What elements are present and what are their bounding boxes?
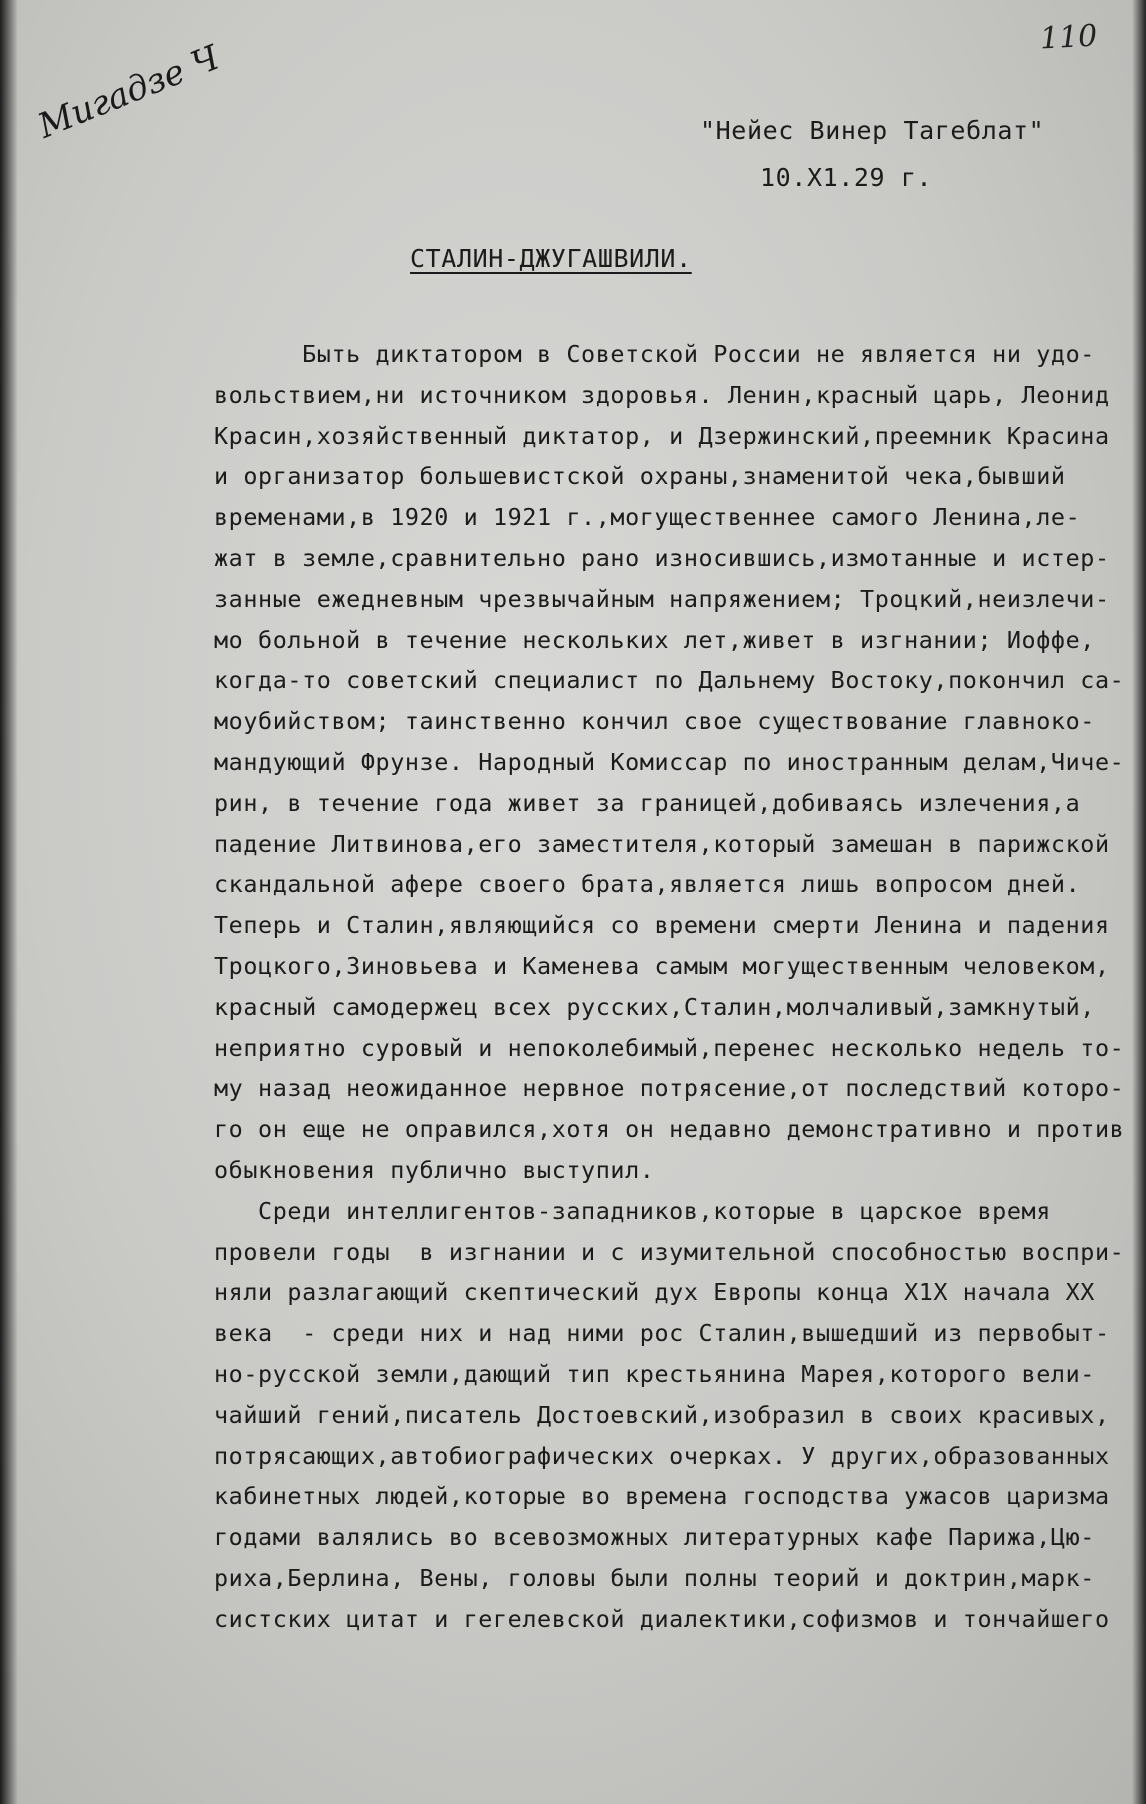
- text-line: рин, в течение года живет за границей,добиваясь излечения,а: [214, 788, 1081, 817]
- handwritten-annotation: Мигадзе Ч: [32, 37, 226, 147]
- text-line: провели годы в изгнании и с изумительной способностью воспри-: [214, 1237, 1125, 1266]
- page-number: 110: [1039, 18, 1099, 57]
- text-line: моубийством; таинственно кончил свое существование главноко-: [214, 707, 1095, 736]
- text-line: скандальной афере своего брата,является лишь вопросом дней.: [214, 870, 1081, 899]
- text-line: вольствием,ни источником здоровья. Ленин,красный царь, Леонид: [214, 380, 1110, 409]
- text-line: систских цитат и гегелевской диалектики,софизмов и тончайшего: [214, 1604, 1110, 1633]
- text-line: и организатор большевистской охраны,знаменитой чека,бывший: [214, 462, 1066, 491]
- text-line: Троцкого,Зиновьева и Каменева самым могущественным человеком,: [214, 951, 1110, 980]
- publication-date: 10.Х1.29 г.: [760, 163, 933, 192]
- text-line: жат в земле,сравнительно рано износившись,измотанные и истер-: [214, 543, 1110, 572]
- text-line: му назад неожиданное нервное потрясение,от последствий которо-: [214, 1074, 1125, 1103]
- text-line: няли разлагающий скептический дух Европы конца Х1Х начала ХХ: [214, 1278, 1095, 1307]
- text-line: занные ежедневным чрезвычайным напряжением; Троцкий,неизлечи-: [214, 584, 1110, 613]
- text-line: го он еще не оправился,хотя он недавно демонстративно и против: [214, 1115, 1125, 1144]
- text-line: временами,в 1920 и 1921 г.,могущественнее самого Ленина,ле-: [214, 503, 1081, 532]
- text-line: неприятно суровый и непоколебимый,перенес несколько недель то-: [214, 1033, 1125, 1062]
- newspaper-source: "Нейес Винер Тагеблат": [700, 116, 1045, 145]
- text-line: мандующий Фрунзе. Народный Комиссар по иностранным делам,Чиче-: [214, 747, 1125, 776]
- text-line: обыкновения публично выступил.: [214, 1155, 655, 1184]
- text-line: кабинетных людей,которые во времена господства ужасов царизма: [214, 1482, 1110, 1511]
- text-line: Теперь и Сталин,являющийся со времени смерти Ленина и падения: [214, 911, 1110, 940]
- text-line: падение Литвинова,его заместителя,который замешан в парижской: [214, 829, 1110, 858]
- document-title: СТАЛИН-ДЖУГАШВИЛИ.: [410, 244, 692, 273]
- typed-body-text: [214, 334, 1125, 1640]
- text-line: Красин,хозяйственный диктатор, и Дзержинский,преемник Красина: [214, 421, 1110, 450]
- text-line: потрясающих,автобиографических очерках. У других,образованных: [214, 1441, 1110, 1470]
- text-line: мо больной в течение нескольких лет,живет в изгнании; Иоффе,: [214, 625, 1095, 654]
- text-line: Быть диктатором в Советской России не является ни удо-: [214, 340, 1095, 368]
- text-line: когда-то советский специалист по Дальнему Востоку,покончил са-: [214, 666, 1125, 695]
- text-line: века - среди них и над ними рос Сталин,вышедший из первобыт-: [214, 1319, 1110, 1348]
- text-line: но-русской земли,дающий тип крестьянина Марея,которого вели-: [214, 1359, 1095, 1388]
- text-line: Среди интеллигентов-западников,которые в царское время: [214, 1196, 1051, 1225]
- text-line: риха,Берлина, Вены, головы были полны теорий и доктрин,марк-: [214, 1563, 1095, 1592]
- text-line: чайший гений,писатель Достоевский,изобразил в своих красивых,: [214, 1400, 1110, 1429]
- text-line: годами валялись во всевозможных литературных кафе Парижа,Цю-: [214, 1523, 1095, 1552]
- text-line: красный самодержец всех русских,Сталин,молчаливый,замкнутый,: [214, 992, 1095, 1021]
